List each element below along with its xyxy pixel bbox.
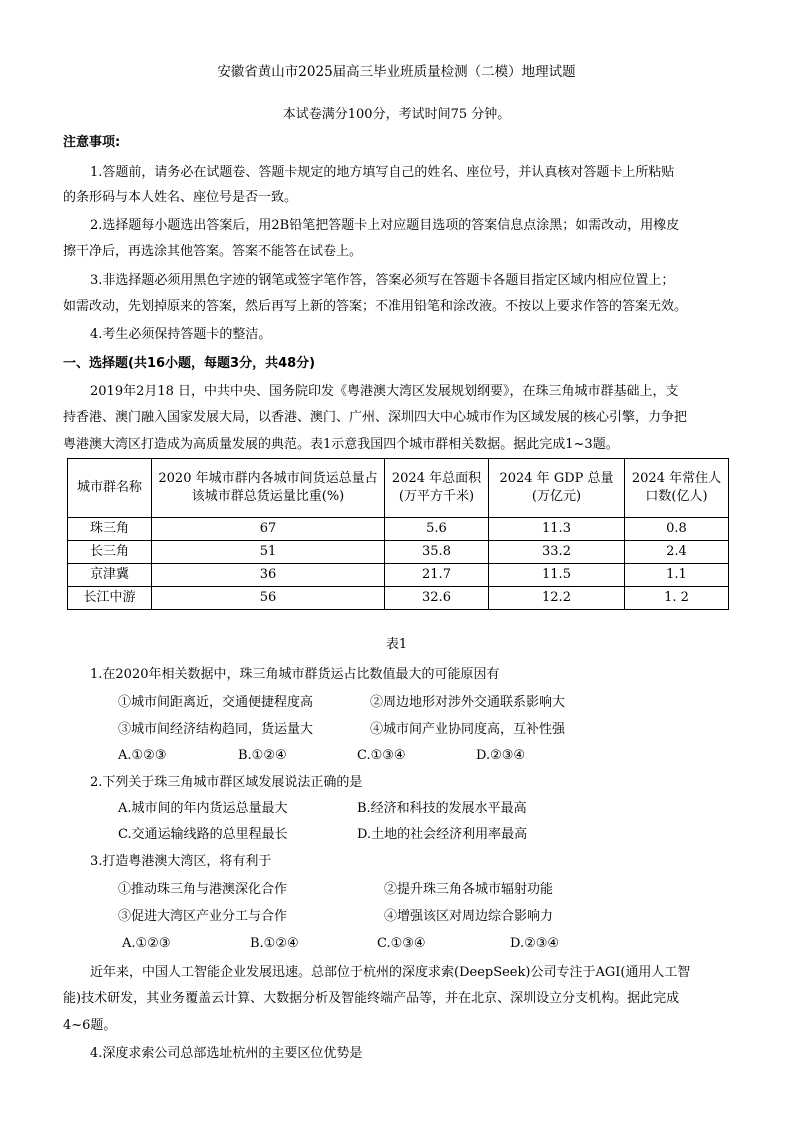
table-row <box>68 541 729 564</box>
section-1-intro-line-3: 粤港澳大湾区打造成为高质量发展的典范。表1示意我国四个城市群相关数据。据此完成1~3题。 <box>63 437 619 452</box>
q1-option-2: ②周边地形对涉外交通联系影响大 <box>370 695 566 710</box>
notice-item-2-line-1: 2.选择题每小题选出答案后，用2B铅笔把答题卡上对应题目选项的答案信息点涂黑；如需改动，用橡皮 <box>90 218 680 233</box>
q3-stem: 3.打造粤港澳大湾区，将有利于 <box>90 854 272 869</box>
notice-item-3-line-2: 如需改动，先划掉原来的答案，然后再写上新的答案；不准用铅笔和涂改液。不按以上要求作答的答案无效。 <box>63 299 688 314</box>
cell-freight: 36 <box>152 564 385 587</box>
notice-heading: 注意事项: <box>63 135 121 150</box>
notice-item-1-line-1: 1.答题前，请务必在试题卷、答题卡规定的地方填写自己的姓名、座位号，并认真核对答题卡上所粘贴 <box>90 165 675 180</box>
table-header-row <box>68 459 729 518</box>
cell-name: 长三角 <box>68 541 152 564</box>
q1-option-3: ③城市间经济结构趋同，货运量大 <box>118 722 314 737</box>
passage-2-line-1: 近年来，中国人工智能企业发展迅速。总部位于杭州的深度求索(DeepSeek)公司专注于AGI(通用人工智 <box>90 965 691 980</box>
cell-name: 京津冀 <box>68 564 152 587</box>
city-cluster-table <box>67 458 729 610</box>
cell-freight: 51 <box>152 541 385 564</box>
q1-stem: 1.在2020年相关数据中，珠三角城市群货运占比数值最大的可能原因有 <box>90 667 500 682</box>
col-header-gdp: 2024 年 GDP 总量(万亿元) <box>489 459 625 518</box>
table-caption: 表1 <box>385 637 408 652</box>
cell-gdp: 12.2 <box>489 587 625 610</box>
q1-choice-d: D.②③④ <box>476 748 526 763</box>
cell-pop: 1. 2 <box>625 587 729 610</box>
table-row <box>68 564 729 587</box>
cell-name: 长江中游 <box>68 587 152 610</box>
q2-choice-b: B.经济和科技的发展水平最高 <box>357 801 527 816</box>
q3-option-4: ④增强该区对周边综合影响力 <box>384 909 554 924</box>
section-1-intro-line-2: 持香港、澳门融入国家发展大局，以香港、澳门、广州、深圳四大中心城市作为区域发展的核心引擎，力争把 <box>63 410 688 425</box>
table-row <box>68 518 729 541</box>
q3-choice-b: B.①②④ <box>250 936 299 951</box>
col-header-cluster-name: 城市群名称 <box>68 459 152 518</box>
cell-pop: 0.8 <box>625 518 729 541</box>
cell-area: 32.6 <box>385 587 489 610</box>
q1-choice-c: C.①③④ <box>357 748 406 763</box>
q2-choice-d: D.土地的社会经济利用率最高 <box>357 827 528 842</box>
passage-2-line-3: 4~6题。 <box>63 1018 117 1033</box>
q3-choice-a: A.①②③ <box>122 936 171 951</box>
cell-freight: 56 <box>152 587 385 610</box>
table-row <box>68 587 729 610</box>
cell-pop: 2.4 <box>625 541 729 564</box>
q1-option-1: ①城市间距离近，交通便捷程度高 <box>118 695 314 710</box>
q3-choice-c: C.①③④ <box>377 936 426 951</box>
section-1-intro-line-1: 2019年2月18 日，中共中央、国务院印发《粤港澳大湾区发展规划纲要》，在珠三角城市群基础上，支 <box>90 384 679 399</box>
q1-choice-b: B.①②④ <box>238 748 287 763</box>
cell-area: 5.6 <box>385 518 489 541</box>
q3-option-1: ①推动珠三角与港澳深化合作 <box>118 882 288 897</box>
exam-info: 本试卷满分100分，考试时间75 分钟。 <box>282 107 511 122</box>
cell-freight: 67 <box>152 518 385 541</box>
col-header-area: 2024 年总面积(万平方千米) <box>385 459 489 518</box>
cell-gdp: 11.5 <box>489 564 625 587</box>
cell-gdp: 33.2 <box>489 541 625 564</box>
cell-name: 珠三角 <box>68 518 152 541</box>
q4-stem: 4.深度求索公司总部选址杭州的主要区位优势是 <box>90 1046 363 1061</box>
q2-choice-c: C.交通运输线路的总里程最长 <box>118 827 288 842</box>
q2-choice-a: A.城市间的年内货运总量最大 <box>118 801 288 816</box>
notice-item-1-line-2: 的条形码与本人姓名、座位号是否一致。 <box>63 190 298 205</box>
cell-pop: 1.1 <box>625 564 729 587</box>
cell-area: 21.7 <box>385 564 489 587</box>
cell-gdp: 11.3 <box>489 518 625 541</box>
q3-option-3: ③促进大湾区产业分工与合作 <box>118 909 288 924</box>
notice-item-4: 4.考生必须保持答题卡的整洁。 <box>90 327 272 342</box>
col-header-freight-share: 2020 年城市群内各城市间货运总量占该城市群总货运量比重(%) <box>152 459 385 518</box>
cell-area: 35.8 <box>385 541 489 564</box>
passage-2-line-2: 能)技术研发，其业务覆盖云计算、大数据分析及智能终端产品等，并在北京、深圳设立分支机构。据此完成 <box>63 991 680 1006</box>
q3-choice-d: D.②③④ <box>510 936 560 951</box>
section-1-heading: 一、选择题(共16小题，每题3分，共48分) <box>63 356 316 371</box>
col-header-population: 2024 年常住人口数(亿人) <box>625 459 729 518</box>
q1-option-4: ④城市间产业协同度高，互补性强 <box>370 722 566 737</box>
notice-item-3-line-1: 3.非选择题必须用黑色字迹的钢笔或签字笔作答，答案必须写在答题卡各题目指定区域内相应位置上； <box>90 273 675 288</box>
q1-choice-a: A.①②③ <box>118 748 167 763</box>
exam-title: 安徽省黄山市2025届高三毕业班质量检测（二模）地理试题 <box>217 64 576 80</box>
q3-option-2: ②提升珠三角各城市辐射功能 <box>384 882 554 897</box>
q2-stem: 2.下列关于珠三角城市群区域发展说法正确的是 <box>90 775 363 790</box>
notice-item-2-line-2: 擦干净后，再选涂其他答案。答案不能答在试卷上。 <box>63 244 363 259</box>
